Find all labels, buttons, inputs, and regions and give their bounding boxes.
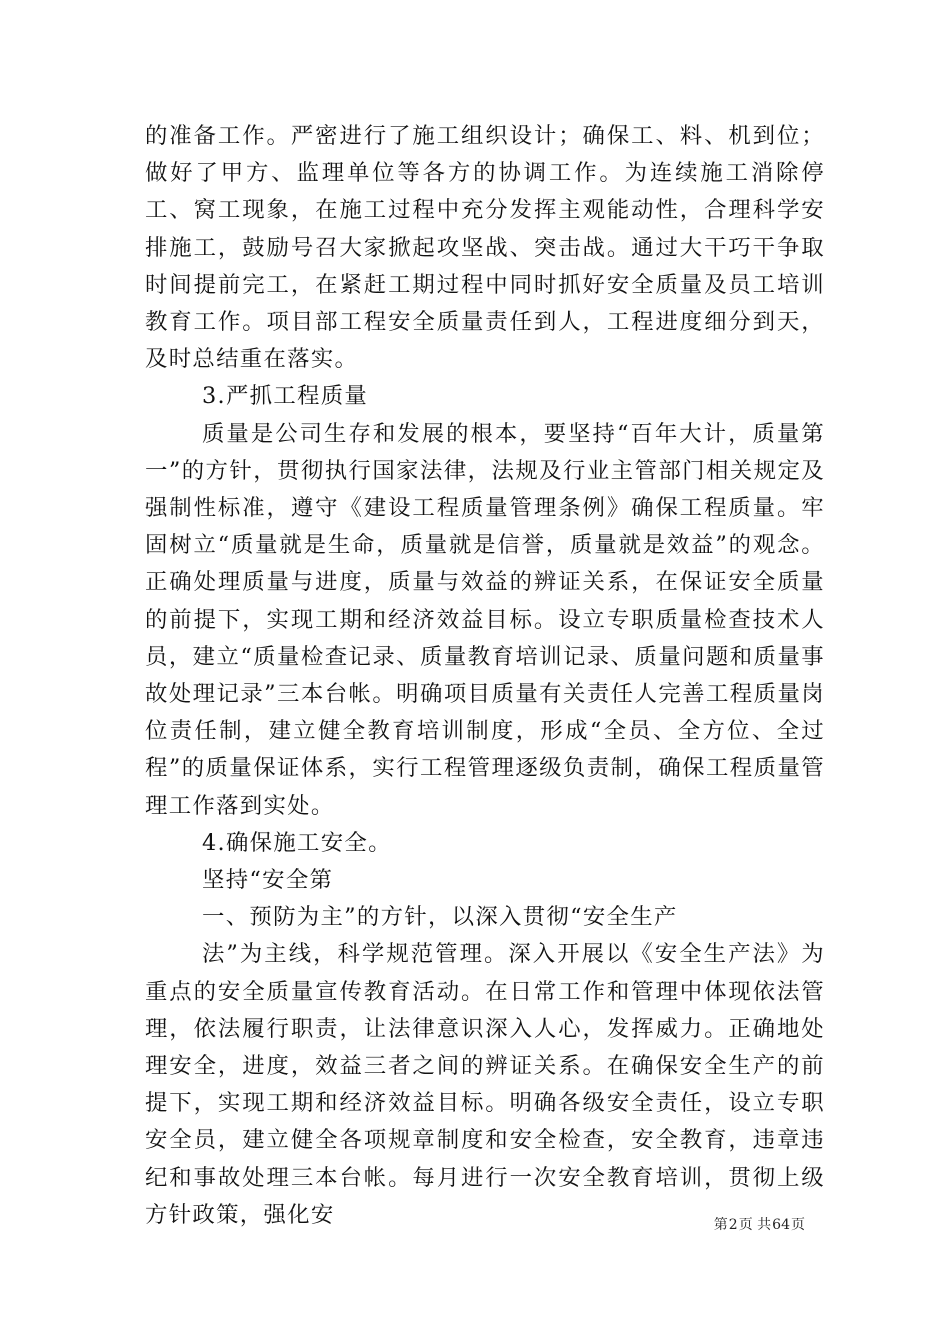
paragraph-quality: 质量是公司生存和发展的根本，要坚持“百年大计，质量第一”的方针，贯彻执行国家法律，法规及行业主管部门相关规定及强制性标准，遵守《建设工程质量管理条例》确保工程质量。牢固树立“质量就是生命，质量就是信誉，质量就是效益”的观念。正确处理质量与进度，质量与效益的辨证关系，在保证安全质量的前提下，实现工期和经济效益目标。设立专职质量检查技术人员，建立“质量检查记录、质量教育培训记录、质量问题和质量事故处理记录”三本台帐。明确项目质量有关责任人完善工程质量岗位责任制，建立健全教育培训制度，形成“全员、全方位、全过程”的质量保证体系，实行工程管理逐级负责制，确保工程质量管理工作落到实处。 bbox=[145, 420, 825, 819]
document-body bbox=[145, 118, 825, 1234]
heading-quality-control: 3.严抓工程质量 bbox=[202, 383, 369, 410]
paragraph-safety-first: 坚持“安全第 bbox=[202, 867, 334, 894]
footer-suffix: 页 bbox=[791, 1217, 805, 1233]
paragraph-preparation-work: 的准备工作。严密进行了施工组织设计；确保工、料、机到位；做好了甲方、监理单位等各方的协调工作。为连续施工消除停工、窝工现象，在施工过程中充分发挥主观能动性，合理科学安排施工，鼓励号召大家掀起攻坚战、突击战。通过大干巧干争取时间提前完工，在紧赶工期过程中同时抓好安全质量及员工培训教育工作。项目部工程安全质量责任到人，工程进度细分到天，及时总结重在落实。 bbox=[145, 123, 825, 373]
paragraph-prevention: 一、预防为主”的方针，以深入贯彻“安全生产 bbox=[202, 904, 678, 931]
page-number: 2 bbox=[728, 1217, 738, 1233]
footer-middle: 页 共 bbox=[738, 1217, 772, 1233]
footer-prefix: 第 bbox=[713, 1217, 728, 1233]
paragraph-safety-law: 法”为主线，科学规范管理。深入开展以《安全生产法》为重点的安全质量宣传教育活动。在日常工作和管理中体现依法管理，依法履行职责，让法律意识深入人心，发挥威力。正确地处理安全，进度，效益三者之间的辨证关系。在确保安全生产的前提下，实现工期和经济效益目标。明确各级安全责任，设立专职安全员，建立健全各项规章制度和安全检查，安全教育，违章违纪和事故处理三本台帐。每月进行一次安全教育培训，贯彻上级方针政策，强化安 bbox=[145, 941, 825, 1228]
page-footer bbox=[714, 1216, 805, 1234]
heading-construction-safety: 4.确保施工安全。 bbox=[202, 829, 392, 856]
total-pages: 64 bbox=[772, 1217, 790, 1233]
